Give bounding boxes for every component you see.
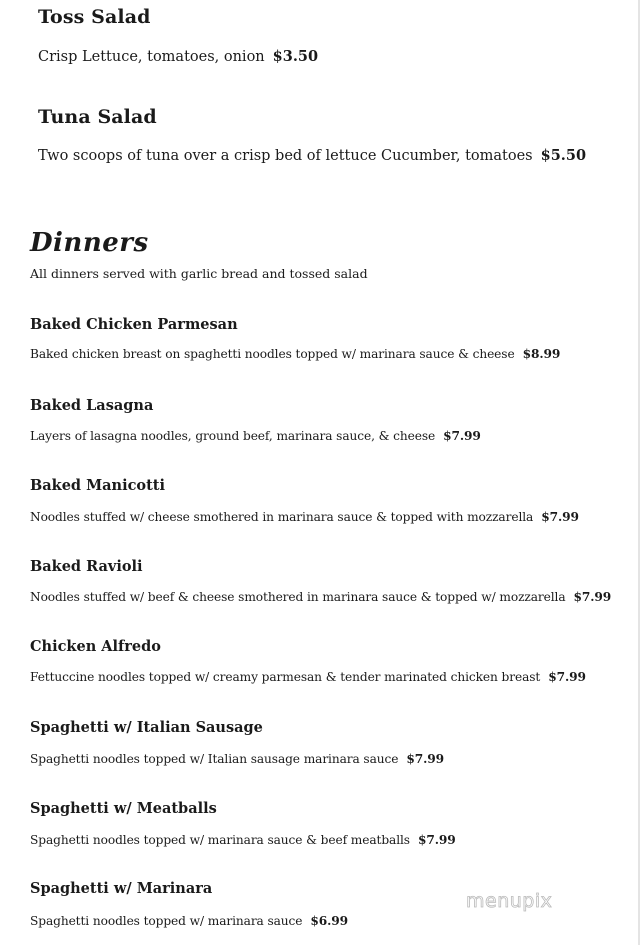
dinner-item-price: $8.99	[522, 347, 561, 361]
dinner-item-name: Baked Lasagna	[30, 397, 154, 414]
dinner-item-price: $7.99	[573, 590, 612, 604]
salad-desc-toss	[38, 48, 318, 65]
dinner-item-desc-text: Noodles stuffed w/ cheese smothered in marinara sauce & topped with mozzarella	[30, 510, 534, 524]
dinner-item-desc-text: Spaghetti noodles topped w/ marinara sauce	[30, 914, 303, 928]
salad-name-toss: Toss Salad	[38, 6, 151, 28]
salad-price: $5.50	[540, 147, 587, 164]
dinner-item-name: Baked Chicken Parmesan	[30, 316, 238, 333]
dinner-item-desc	[30, 833, 456, 847]
dinner-item-desc	[30, 590, 611, 604]
dinner-item-desc-text: Noodles stuffed w/ beef & cheese smothered in marinara sauce & topped w/ mozzarella	[30, 590, 566, 604]
dinner-item-price: $7.99	[548, 670, 586, 684]
section-title-dinners: Dinners	[30, 228, 149, 258]
dinner-item-desc-text: Fettuccine noodles topped w/ creamy parmesan & tender marinated chicken breast	[30, 670, 541, 684]
salad-desc-tuna	[38, 147, 586, 164]
dinner-item-name: Spaghetti w/ Marinara	[30, 880, 213, 897]
dinner-item-desc	[30, 347, 560, 361]
dinner-item-price: $7.99	[541, 510, 579, 524]
dinner-item-price: $7.99	[406, 752, 445, 766]
dinner-item-price: $7.99	[443, 429, 481, 443]
salad-price: $3.50	[272, 48, 319, 65]
dinner-item-desc-text: Layers of lasagna noodles, ground beef, marinara sauce, & cheese	[30, 429, 436, 443]
dinner-item-name: Baked Ravioli	[30, 558, 143, 575]
dinner-item-desc	[30, 429, 481, 443]
dinner-item-name: Spaghetti w/ Meatballs	[30, 800, 217, 817]
menupix-watermark: menupix	[466, 890, 553, 912]
dinner-item-desc-text: Spaghetti noodles topped w/ Italian sausage marinara sauce	[30, 752, 399, 766]
dinner-item-desc	[30, 670, 586, 684]
dinner-item-name: Spaghetti w/ Italian Sausage	[30, 719, 263, 736]
dinner-item-desc	[30, 914, 348, 928]
dinner-item-desc	[30, 510, 579, 524]
section-subtitle: All dinners served with garlic bread and tossed salad	[30, 266, 368, 281]
dinner-item-name: Chicken Alfredo	[30, 638, 161, 655]
salad-desc-text: Two scoops of tuna over a crisp bed of lettuce Cucumber, tomatoes	[38, 148, 533, 164]
dinner-item-name: Baked Manicotti	[30, 477, 166, 494]
salad-desc-text: Crisp Lettuce, tomatoes, onion	[38, 49, 265, 65]
salad-name-tuna: Tuna Salad	[38, 106, 157, 128]
dinner-item-price: $7.99	[417, 833, 456, 847]
dinner-item-desc-text: Baked chicken breast on spaghetti noodles topped w/ marinara sauce & cheese	[30, 347, 515, 361]
dinner-item-desc	[30, 752, 444, 766]
dinner-item-price: $6.99	[310, 914, 349, 928]
dinner-item-desc-text: Spaghetti noodles topped w/ marinara sauce & beef meatballs	[30, 833, 410, 847]
